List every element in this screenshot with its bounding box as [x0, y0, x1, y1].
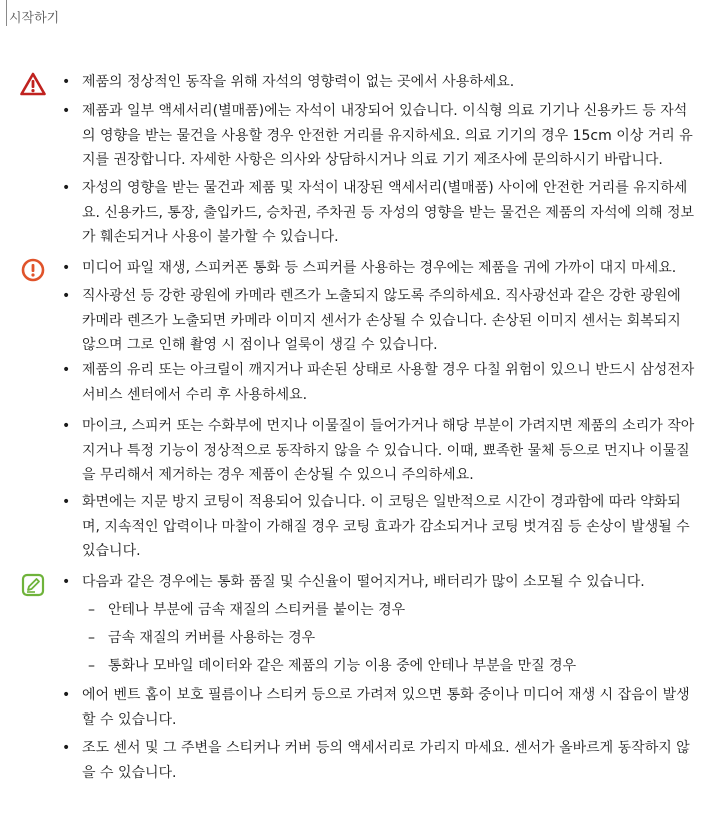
bullet: • [62, 574, 71, 590]
caution-item: • 마이크, 스피커 또는 수화부에 먼지나 이물질이 들어가거나 해당 부분이 가려지면 제품의 소리가 작아지거나 특정 기능이 정상적으로 동작하지 않을 수 있습니다. 이때, 뾰족한 물체 등으로 먼지나 이물질을 무리해서 제거하는 경우 제품이 손상될 수 있으니 주의하세요. [62, 414, 695, 488]
caution-item: • 화면에는 지문 방지 코팅이 적용되어 있습니다. 이 코팅은 일반적으로 시간이 경과함에 따라 약화되며, 지속적인 압력이나 마찰이 가해질 경우 코팅 효과가 감소되거나 코팅 벗겨짐 등 손상이 발생될 수 있습니다. [62, 490, 695, 564]
bullet: • [62, 418, 71, 434]
warning-item: • 자성의 영향을 받는 물건과 제품 및 자석이 내장된 액세서리(별매품) 사이에 안전한 거리를 유지하세요. 신용카드, 통장, 출입카드, 승차권, 주차권 등 자성의 영향을 받는 물건은 제품의 자석에 의해 정보가 훼손되거나 사용이 불가할 수 있습니다. [62, 176, 695, 250]
warning-item: • 제품의 정상적인 동작을 위해 자석의 영향력이 없는 곳에서 사용하세요. [62, 70, 695, 95]
bullet: • [62, 288, 71, 304]
caution-item: • 제품의 유리 또는 아크릴이 깨지거나 파손된 상태로 사용할 경우 다칠 위험이 있으니 반드시 삼성전자 서비스 센터에서 수리 후 사용하세요. [62, 358, 695, 407]
caution-item: • 직사광선 등 강한 광원에 카메라 렌즈가 노출되지 않도록 주의하세요. 직사광선과 같은 강한 광원에 카메라 렌즈가 노출되면 카메라 이미지 센서가 손상될 수 있습니다. 손상된 이미지 센서는 회복되지 않으며 그로 인해 촬영 시 점이나 얼룩이 생길 수 있습니다. [62, 284, 695, 358]
dash: – [88, 630, 95, 646]
note-item: • 에어 벤트 홈이 보호 필름이나 스티커 등으로 가려져 있으면 통화 중이나 미디어 재생 시 잡음이 발생할 수 있습니다. [62, 683, 695, 732]
page-header [0, 0, 705, 36]
note-subitem: – 통화나 모바일 데이터와 같은 제품의 기능 이용 중에 안테나 부분을 만질 경우 [88, 654, 576, 678]
caution-circle-icon [20, 258, 46, 282]
dash: – [88, 602, 95, 618]
bullet: • [62, 740, 71, 756]
note-subitem: – 금속 재질의 커버를 사용하는 경우 [88, 626, 315, 650]
section-title: 시작하기 [9, 11, 60, 26]
bullet: • [62, 180, 71, 196]
dash: – [88, 658, 95, 674]
bullet: • [62, 260, 71, 276]
note-pencil-icon [20, 573, 46, 597]
note-item: • 다음과 같은 경우에는 통화 품질 및 수신율이 떨어지거나, 배터리가 많이 소모될 수 있습니다. [62, 570, 695, 595]
bullet: • [62, 362, 71, 378]
header-divider [6, 0, 7, 26]
bullet: • [62, 687, 71, 703]
warning-triangle-icon [20, 72, 46, 96]
note-item: • 조도 센서 및 그 주변을 스티커나 커버 등의 액세서리로 가리지 마세요. 센서가 올바르게 동작하지 않을 수 있습니다. [62, 736, 695, 785]
bullet: • [62, 103, 71, 119]
bullet: • [62, 494, 71, 510]
warning-item: • 제품과 일부 액세서리(별매품)에는 자석이 내장되어 있습니다. 이식형 의료 기기나 신용카드 등 자석의 영향을 받는 물건을 사용할 경우 안전한 거리를 유지하세요. 의료 기기의 경우 15cm 이상 거리 유지를 권장합니다. 자세한 사항은 의사와 상담하시거나 의료 기기 제조사에 문의하시기 바랍니다. [62, 99, 695, 173]
note-subitem: – 안테나 부분에 금속 재질의 스티커를 붙이는 경우 [88, 598, 405, 622]
caution-item: • 미디어 파일 재생, 스피커폰 통화 등 스피커를 사용하는 경우에는 제품을 귀에 가까이 대지 마세요. [62, 256, 695, 281]
bullet: • [62, 74, 71, 90]
